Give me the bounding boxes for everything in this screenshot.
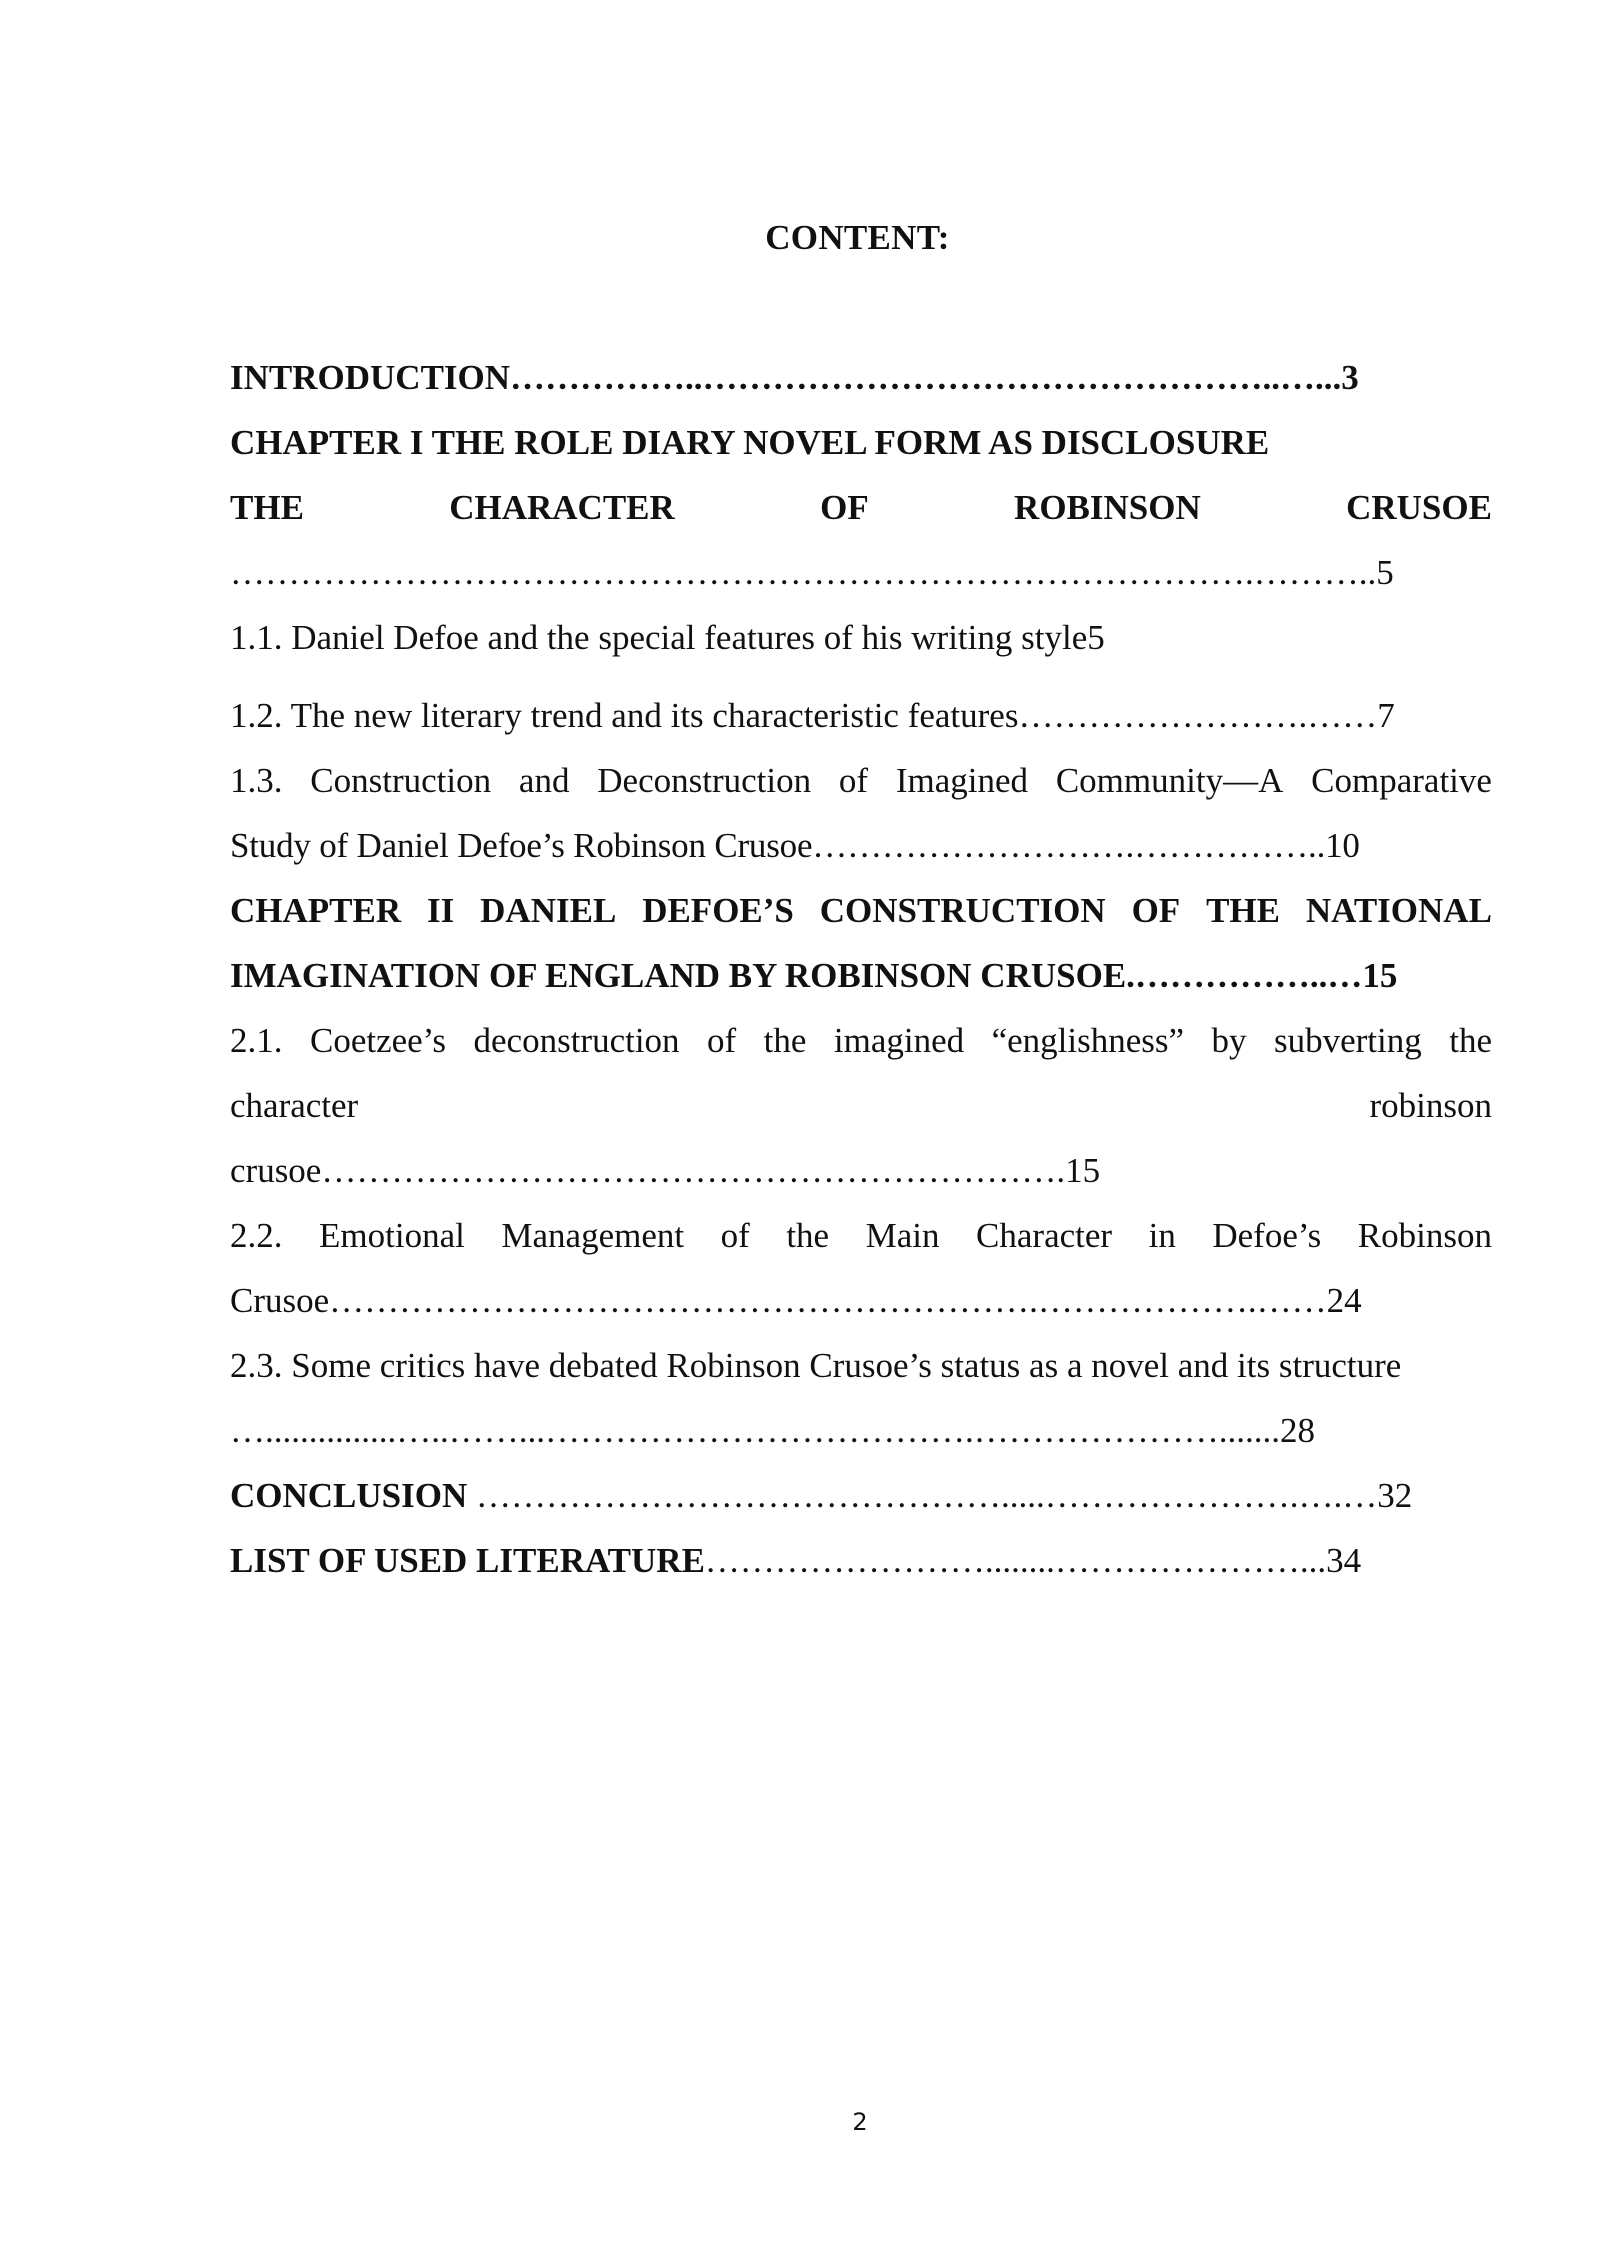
toc-literature-label: LIST OF USED LITERATURE (230, 1541, 705, 1580)
toc-conclusion (230, 1463, 1492, 1528)
word: Main (865, 1216, 940, 1255)
word: Management (501, 1216, 685, 1255)
word: Robinson (1357, 1216, 1492, 1255)
toc-literature-dots: ……………………........…………………...34 (704, 1541, 1362, 1580)
word: Construction (310, 761, 492, 800)
toc-section-1-2: 1.2. The new literary trend and its characteristic features…………………….……7 (230, 696, 1395, 735)
word: Coetzee’s (309, 1021, 447, 1060)
word: 2.2. (230, 1216, 283, 1255)
word: NATIONAL (1305, 891, 1492, 930)
word: DANIEL (480, 891, 617, 930)
toc-section-2-3-line1: 2.3. Some critics have debated Robinson Crusoe’s status as a novel and its structure (230, 1346, 1402, 1385)
word: of (707, 1021, 737, 1060)
word: by (1211, 1021, 1247, 1060)
word: the (1449, 1021, 1492, 1060)
page-number: 2 (852, 2108, 868, 2136)
word: of (838, 761, 869, 800)
table-of-contents (230, 345, 1492, 1593)
word: THE (1206, 891, 1280, 930)
word: CRUSOE (1346, 488, 1492, 527)
toc-section-2-3-line2: …...............…..……...……………………………….………………….......28 (230, 1411, 1315, 1450)
word: the (763, 1021, 807, 1060)
word: “englishness” (991, 1021, 1185, 1060)
toc-section-2-1-line2 (230, 1073, 1492, 1138)
toc-section-2-2-line2: Crusoe…………………………………………………….……………….……24 (230, 1281, 1362, 1320)
toc-introduction: INTRODUCTION……………..…………………………………………..…...3 (230, 358, 1359, 397)
word: OF (1131, 891, 1181, 930)
word: robinson (1369, 1086, 1492, 1125)
toc-section-1-1: 1.1. Daniel Defoe and the special features of his writing style5 (230, 618, 1105, 657)
word: in (1148, 1216, 1176, 1255)
page-title: CONTENT: (765, 218, 950, 257)
word: the (786, 1216, 830, 1255)
word: CONSTRUCTION (819, 891, 1106, 930)
word: Emotional (319, 1216, 465, 1255)
toc-conclusion-label: CONCLUSION (230, 1476, 468, 1515)
word: deconstruction (473, 1021, 680, 1060)
word: Imagined (895, 761, 1029, 800)
toc-section-1-3-line2: Study of Daniel Defoe’s Robinson Crusoe……………………….……………..10 (230, 826, 1360, 865)
toc-section-1-3-line1 (230, 748, 1492, 813)
word: THE (230, 488, 304, 527)
word: ROBINSON (1014, 488, 1201, 527)
word: Community—A (1055, 761, 1284, 800)
toc-chapter2-line2: IMAGINATION OF ENGLAND BY ROBINSON CRUSOE.……………..…15 (230, 956, 1398, 995)
word: character (230, 1086, 359, 1125)
toc-section-2-2-line1 (230, 1203, 1492, 1268)
toc-chapter2-line1 (230, 878, 1492, 943)
word: imagined (833, 1021, 965, 1060)
word: and (518, 761, 570, 800)
word: 1.3. (230, 761, 283, 800)
word: 2.1. (230, 1021, 283, 1060)
word: CHARACTER (449, 488, 675, 527)
word: Deconstruction (597, 761, 812, 800)
word: of (720, 1216, 750, 1255)
toc-literature (230, 1528, 1492, 1593)
toc-chapter1-line3: …………………………………………………………………………….………..5 (230, 553, 1394, 592)
toc-chapter1-line1: CHAPTER I THE ROLE DIARY NOVEL FORM AS DISCLOSURE (230, 423, 1270, 462)
word: CHAPTER (230, 891, 402, 930)
toc-section-2-1-line1 (230, 1008, 1492, 1073)
word: DEFOE’S (642, 891, 794, 930)
word: OF (820, 488, 869, 527)
word: II (427, 891, 455, 930)
word: Comparative (1311, 761, 1492, 800)
word: subverting (1274, 1021, 1422, 1060)
toc-section-2-1-line3: crusoe……………………………………………………….15 (230, 1151, 1101, 1190)
toc-chapter1-line2 (230, 475, 1492, 540)
word: Defoe’s (1212, 1216, 1322, 1255)
toc-conclusion-dots: ……………………………………….....………………….….…32 (467, 1476, 1413, 1515)
word: Character (976, 1216, 1113, 1255)
